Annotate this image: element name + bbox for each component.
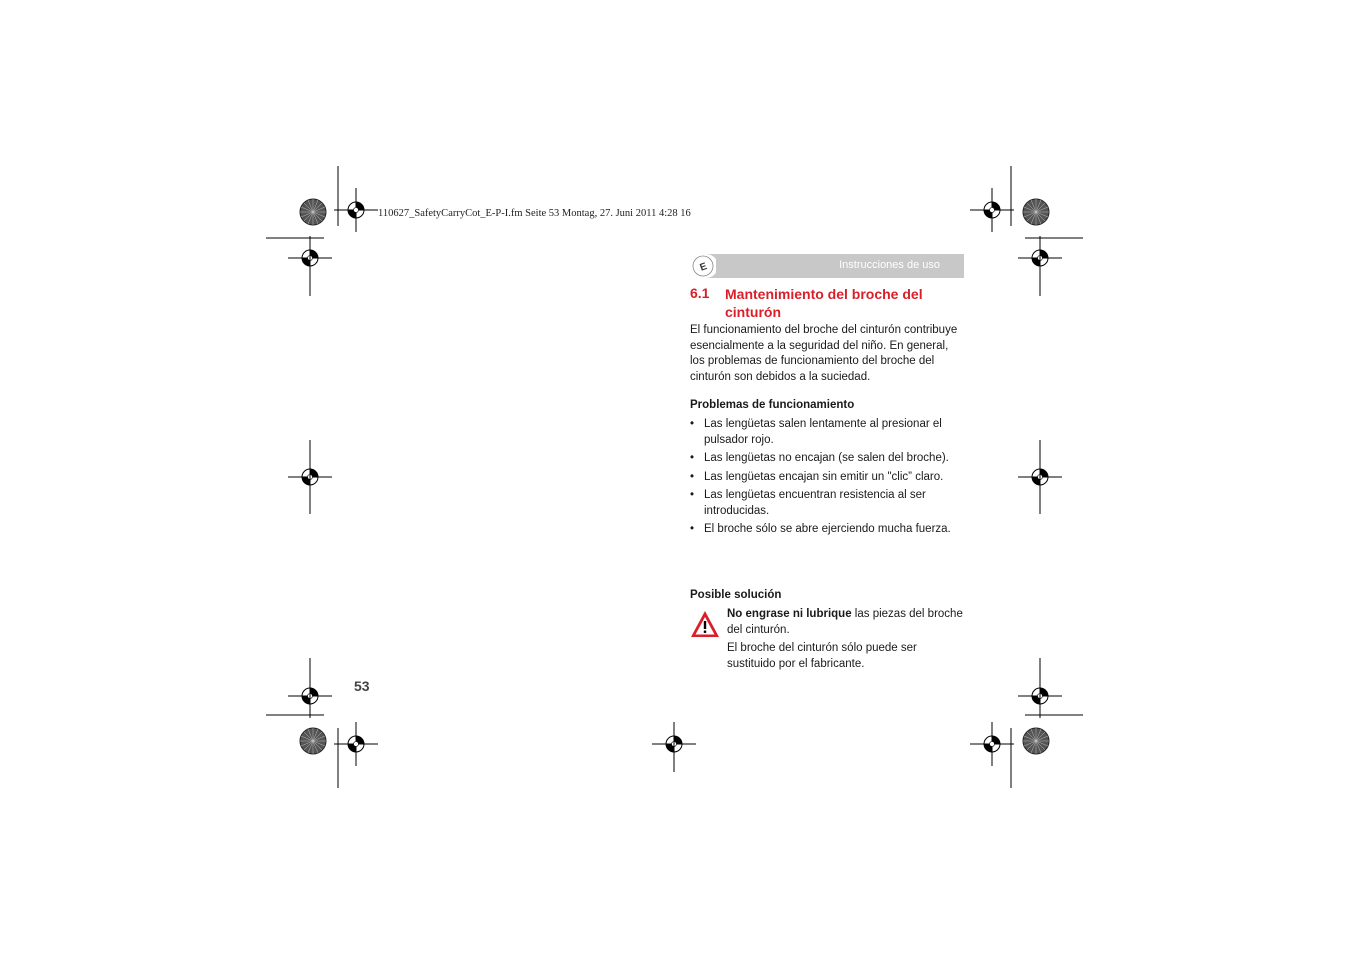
language-badge-icon xyxy=(690,254,716,278)
list-item: • Las lengüetas encajan sin emitir un "clic” claro. xyxy=(690,470,965,486)
warning-triangle-icon xyxy=(690,610,720,638)
solution-note: El broche del cinturón sólo puede ser sustituido por el fabricante. xyxy=(727,642,917,670)
solution-block xyxy=(727,607,967,675)
solution-heading: Posible solución xyxy=(690,589,782,601)
section-number: 6.1 xyxy=(690,285,710,301)
page-number: 53 xyxy=(354,678,370,694)
warning-rest: las piezas del broche del cinturón. xyxy=(727,608,963,636)
problems-list xyxy=(690,417,965,541)
header-title: Instrucciones de uso xyxy=(839,259,940,271)
print-info: 110627_SafetyCarryCot_E-P-I.fm Seite 53 Montag, 27. Juni 2011 4:28 16 xyxy=(378,208,691,219)
language-code: E xyxy=(698,261,709,274)
list-item: • Las lengüetas salen lentamente al presionar el pulsador rojo. xyxy=(690,417,965,448)
list-item: • Las lengüetas no encajan (se salen del broche). xyxy=(690,451,965,467)
list-item: • El broche sólo se abre ejerciendo mucha fuerza. xyxy=(690,522,965,538)
intro-paragraph: El funcionamiento del broche del cinturón contribuye esencialmente a la seguridad del niño. En general, los problemas de funcionamiento del broche del cinturón son debidos a la suciedad. xyxy=(690,324,958,383)
list-item: • Las lengüetas encuentran resistencia al ser introducidas. xyxy=(690,488,965,519)
warning-text xyxy=(727,607,967,638)
problems-heading: Problemas de funcionamiento xyxy=(690,399,855,411)
header-bar xyxy=(690,254,964,278)
section-title: Mantenimiento del broche del cinturón xyxy=(725,286,923,320)
warning-bold: No engrase ni lubrique xyxy=(727,608,852,620)
